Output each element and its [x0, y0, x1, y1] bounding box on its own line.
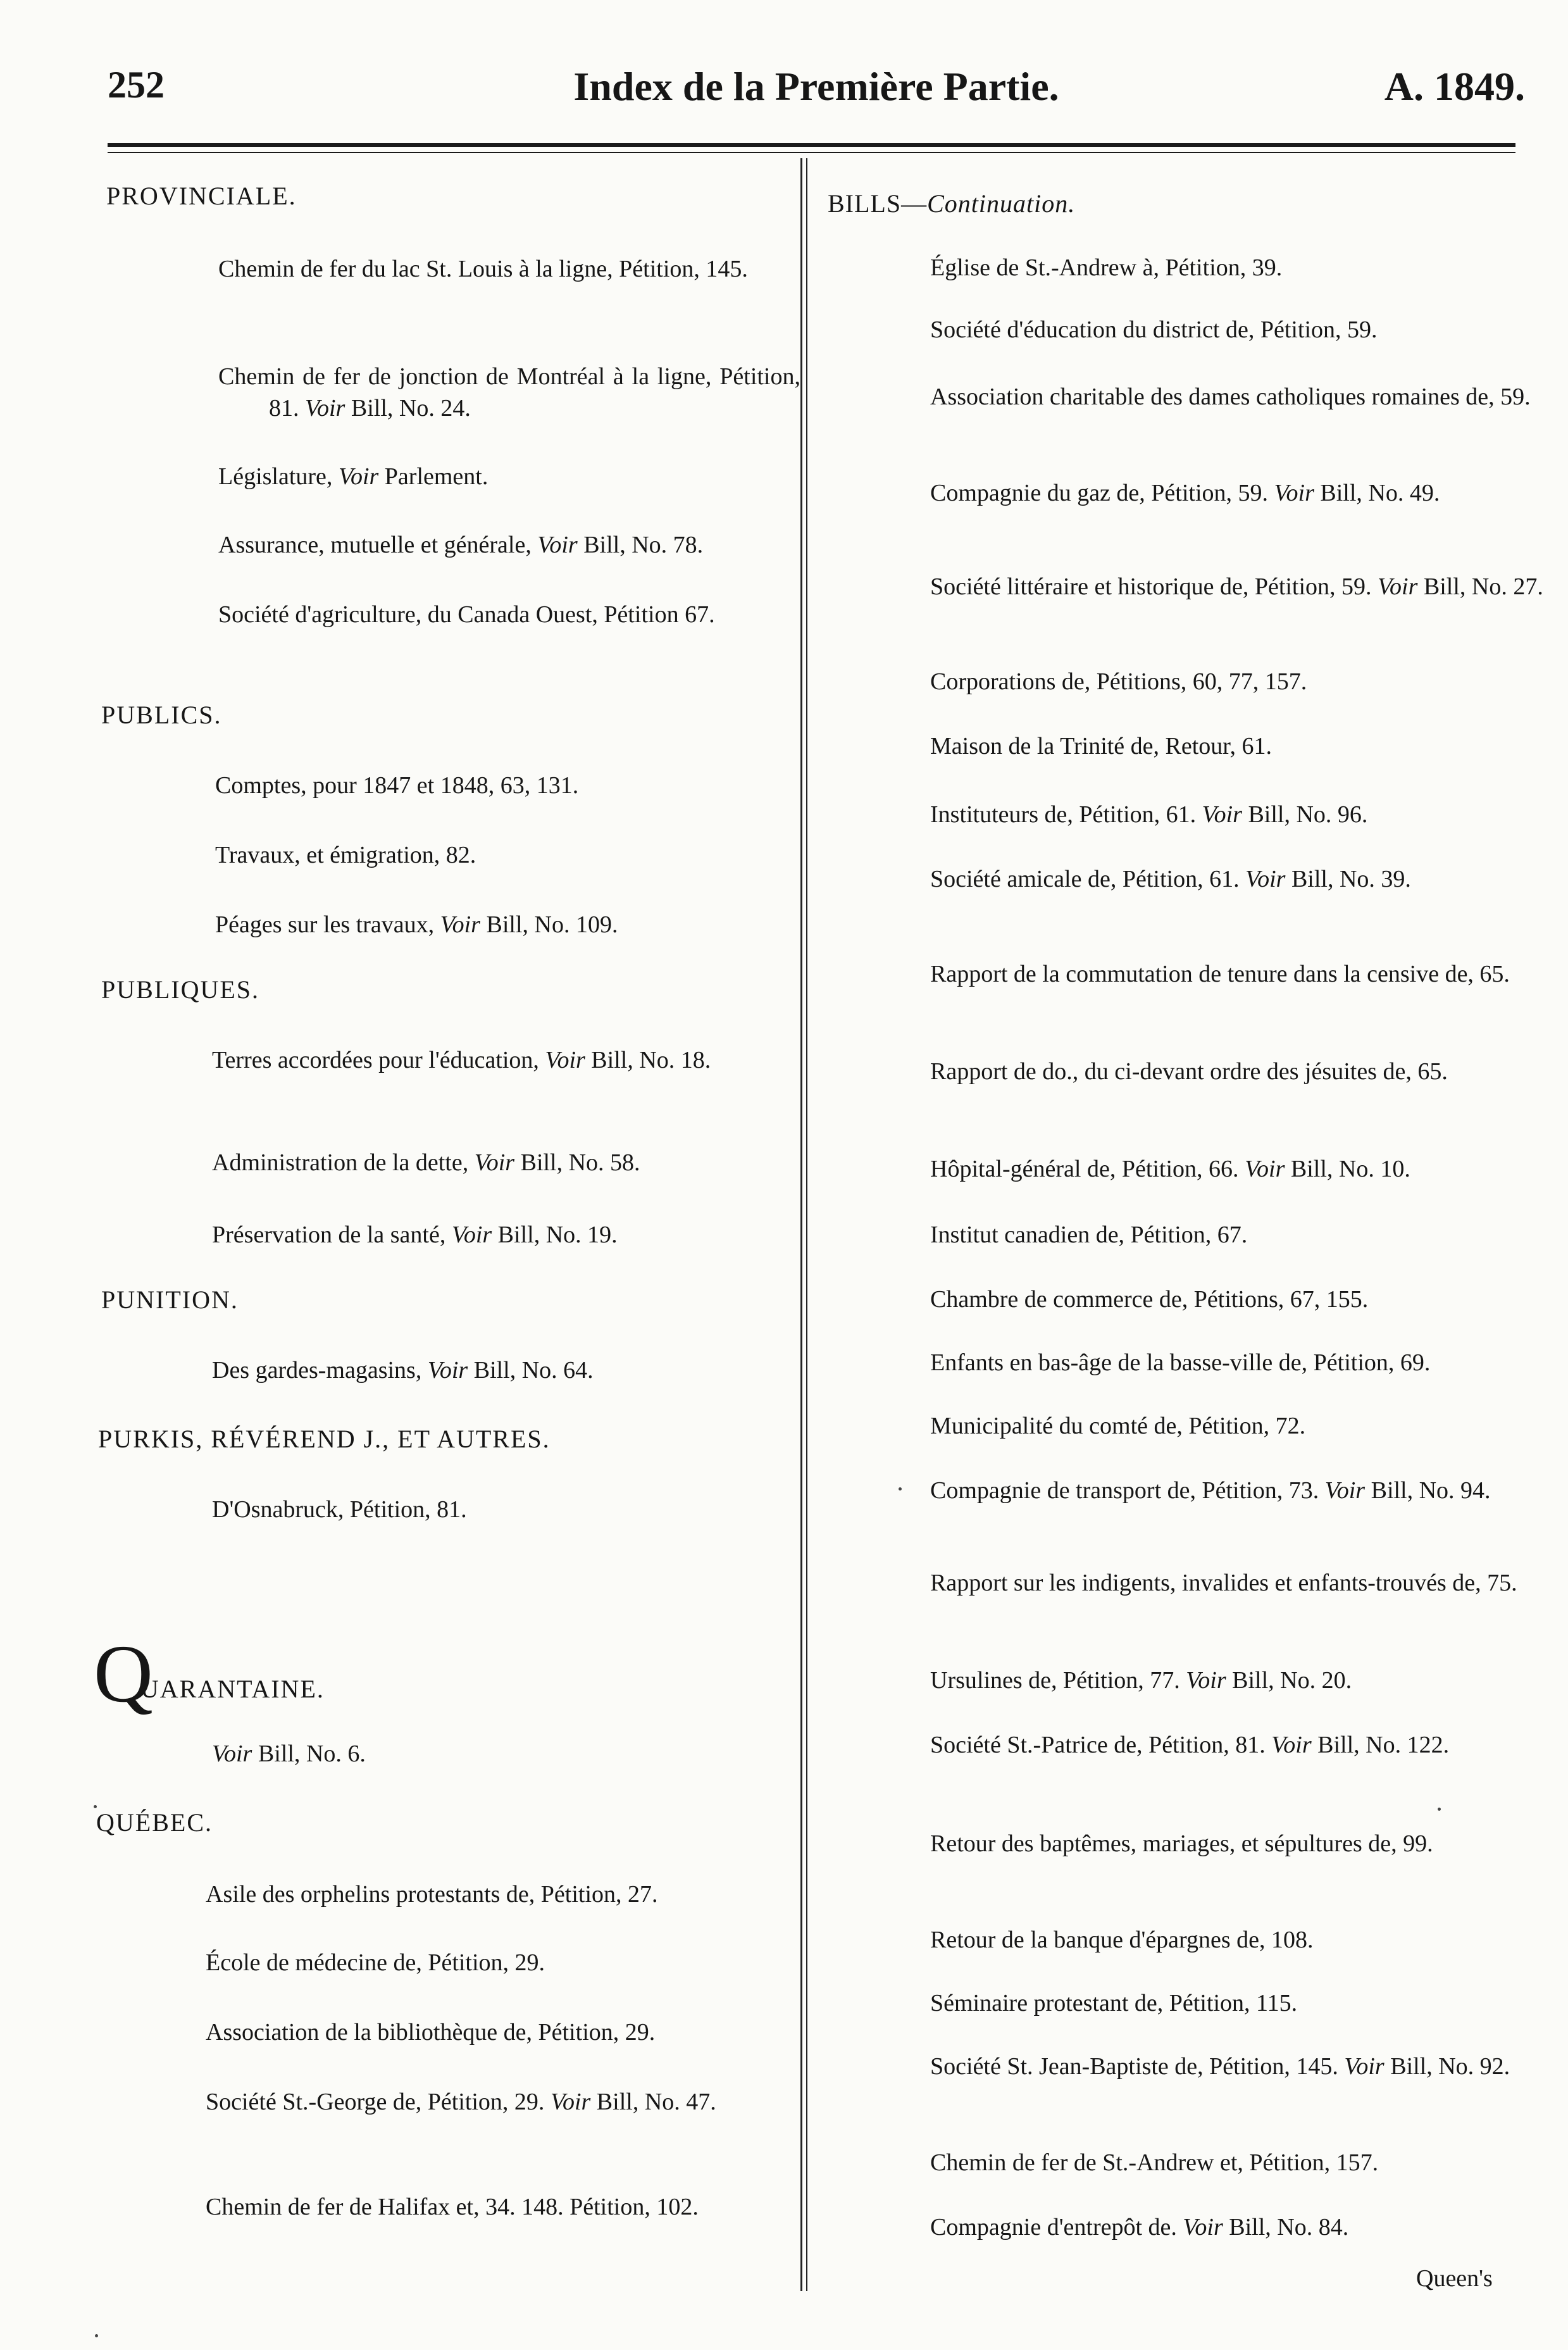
- page-year: A. 1849.: [1384, 64, 1525, 109]
- index-entry: Société St.-Patrice de, Pétition, 81. Voir Bill, No. 122.: [930, 1732, 1450, 1758]
- index-entry: Enfants en bas-âge de la basse-ville de, Pétition, 69.: [930, 1349, 1431, 1376]
- index-entry: D'Osnabruck, Pétition, 81.: [212, 1496, 467, 1523]
- index-entry: Asile des orphelins protestants de, Pétition, 27.: [206, 1881, 658, 1908]
- index-entry: Chemin de fer du lac St. Louis à la ligne, Pétition, 145.: [218, 256, 748, 282]
- index-entry: Ursulines de, Pétition, 77. Voir Bill, No. 20.: [930, 1667, 1352, 1694]
- index-entry: Compagnie du gaz de, Pétition, 59. Voir Bill, No. 49.: [930, 480, 1440, 506]
- column-divider-inner: [806, 158, 807, 2291]
- index-entry: Église de St.-Andrew à, Pétition, 39.: [930, 254, 1283, 281]
- index-entry: Terres accordées pour l'éducation, Voir Bill, No. 18.: [212, 1047, 711, 1073]
- index-entry: Association charitable des dames catholiques romaines de, 59.: [930, 384, 1531, 410]
- section-heading: PROVINCIALE.: [106, 182, 297, 210]
- header-rule-thin: [108, 152, 1515, 153]
- index-entry: Société littéraire et historique de, Pétition, 59. Voir Bill, No. 27.: [930, 573, 1543, 600]
- section-heading-rest: UARANTAINE.: [140, 1675, 325, 1703]
- index-entry: Compagnie de transport de, Pétition, 73. Voir Bill, No. 94.: [930, 1477, 1491, 1504]
- scan-speck: [95, 2334, 98, 2337]
- index-entry: Municipalité du comté de, Pétition, 72.: [930, 1413, 1306, 1439]
- scan-speck: [94, 1805, 97, 1808]
- index-entry: Corporations de, Pétitions, 60, 77, 157.: [930, 668, 1307, 695]
- section-heading: PUNITION.: [101, 1285, 239, 1314]
- section-heading: PUBLIQUES.: [101, 975, 260, 1004]
- index-entry: Chambre de commerce de, Pétitions, 67, 155.: [930, 1286, 1369, 1313]
- column-heading-main: BILLS—: [828, 189, 928, 218]
- section-heading: PURKIS, RÉVÉREND J., ET AUTRES.: [98, 1425, 551, 1453]
- column-divider: [800, 158, 802, 2291]
- index-entry: Société d'éducation du district de, Pétition, 59.: [930, 316, 1378, 343]
- index-entry: Chemin de fer de Halifax et, 34. 148. Pétition, 102.: [206, 2194, 699, 2220]
- index-entry: Travaux, et émigration, 82.: [215, 842, 476, 868]
- index-entry: Législature, Voir Parlement.: [218, 463, 488, 490]
- index-entry: Préservation de la santé, Voir Bill, No. 19.: [212, 1222, 618, 1248]
- index-entry: Comptes, pour 1847 et 1848, 63, 131.: [215, 772, 579, 799]
- index-entry: Chemin de fer de jonction de Montréal à la ligne, Pétition, 81. Voir Bill, No. 24.: [218, 363, 800, 422]
- column-heading: [828, 189, 1075, 218]
- index-entry: Des gardes-magasins, Voir Bill, No. 64.: [212, 1357, 594, 1384]
- page-header: [108, 63, 1525, 120]
- index-entry: Société d'agriculture, du Canada Ouest, Pétition 67.: [218, 601, 715, 628]
- column-heading-italic: Continuation.: [927, 189, 1076, 218]
- index-entry: Hôpital-général de, Pétition, 66. Voir Bill, No. 10.: [930, 1156, 1410, 1182]
- index-entry: Chemin de fer de St.-Andrew et, Pétition, 157.: [930, 2149, 1379, 2176]
- index-entry: Administration de la dette, Voir Bill, No. 58.: [212, 1149, 640, 1176]
- index-entry: Société St.-George de, Pétition, 29. Voir Bill, No. 47.: [206, 2089, 716, 2115]
- page-title: Index de la Première Partie.: [573, 64, 1059, 109]
- index-entry: Société amicale de, Pétition, 61. Voir Bill, No. 39.: [930, 866, 1411, 892]
- index-entry: Rapport de la commutation de tenure dans la censive de, 65.: [930, 961, 1510, 987]
- index-entry: Péages sur les travaux, Voir Bill, No. 109.: [215, 911, 618, 938]
- index-entry: Retour des baptêmes, mariages, et sépultures de, 99.: [930, 1830, 1433, 1857]
- index-entry: Association de la bibliothèque de, Pétition, 29.: [206, 2019, 656, 2046]
- index-entry: Retour de la banque d'épargnes de, 108.: [930, 1927, 1314, 1953]
- index-entry: Maison de la Trinité de, Retour, 61.: [930, 733, 1272, 759]
- page-number: 252: [108, 64, 165, 106]
- index-entry: École de médecine de, Pétition, 29.: [206, 1949, 545, 1976]
- index-entry: Compagnie d'entrepôt de. Voir Bill, No. 84.: [930, 2214, 1349, 2241]
- header-rule-thick: [108, 143, 1515, 147]
- index-entry: Rapport sur les indigents, invalides et enfants-trouvés de, 75.: [930, 1570, 1517, 1596]
- section-heading: PUBLICS.: [101, 701, 222, 729]
- index-entry: Rapport de do., du ci-devant ordre des jésuites de, 65.: [930, 1058, 1448, 1085]
- section-heading: QUÉBEC.: [96, 1808, 213, 1837]
- catchword: Queen's: [1416, 2265, 1493, 2292]
- scan-speck: [899, 1487, 902, 1491]
- section-heading-quarantaine: [94, 1628, 325, 1720]
- index-entry: Société St. Jean-Baptiste de, Pétition, 145. Voir Bill, No. 92.: [930, 2053, 1510, 2080]
- drop-cap: Q: [94, 1628, 140, 1720]
- index-entry: Séminaire protestant de, Pétition, 115.: [930, 1990, 1298, 2016]
- index-entry: Voir Bill, No. 6.: [212, 1741, 366, 1767]
- index-entry: Assurance, mutuelle et générale, Voir Bill, No. 78.: [218, 532, 704, 558]
- index-entry: Instituteurs de, Pétition, 61. Voir Bill, No. 96.: [930, 801, 1368, 828]
- scan-speck: [1438, 1808, 1441, 1811]
- index-entry: Institut canadien de, Pétition, 67.: [930, 1222, 1248, 1248]
